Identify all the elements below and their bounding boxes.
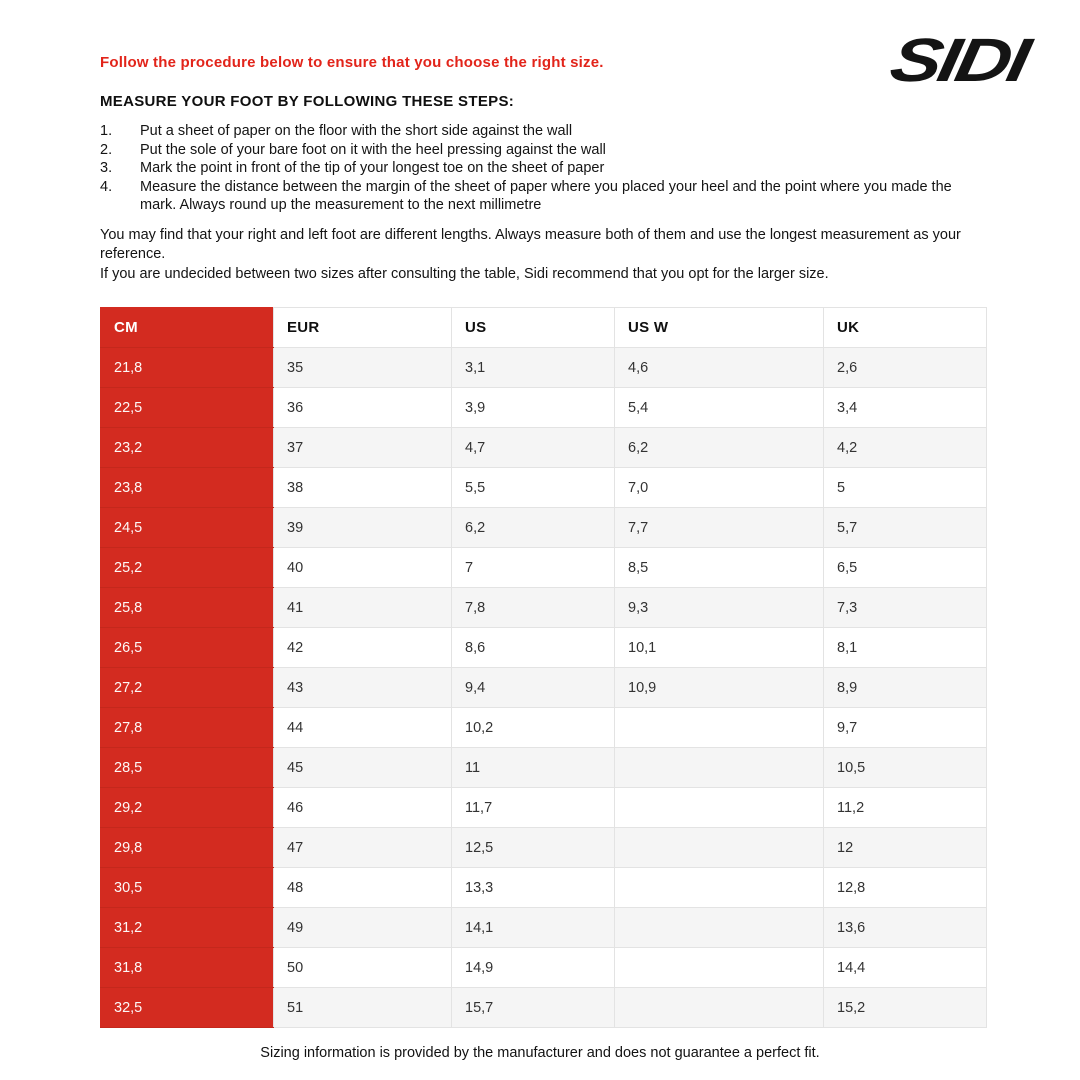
size-cell: 49 — [274, 908, 452, 948]
size-table-body — [101, 348, 987, 1028]
size-cell: 12 — [824, 828, 987, 868]
size-cell: 5,5 — [452, 468, 615, 508]
size-cell: 4,6 — [615, 348, 824, 388]
size-cell: 48 — [274, 868, 452, 908]
steps-list — [100, 122, 984, 215]
size-cell: 3,4 — [824, 388, 987, 428]
step-item-2 — [100, 141, 984, 160]
step-text: Put the sole of your bare foot on it with the heel pressing against the wall — [140, 141, 606, 158]
size-cell: 7,8 — [452, 588, 615, 628]
size-cell: 10,1 — [615, 628, 824, 668]
size-conversion-table — [100, 307, 987, 1028]
size-cell: 3,9 — [452, 388, 615, 428]
table-row — [101, 988, 987, 1028]
size-cell: 9,7 — [824, 708, 987, 748]
table-row — [101, 508, 987, 548]
size-cell: 42 — [274, 628, 452, 668]
size-cell: 43 — [274, 668, 452, 708]
cm-cell: 26,5 — [101, 628, 274, 668]
measurement-notes — [100, 226, 988, 284]
size-cell: 14,1 — [452, 908, 615, 948]
col-header-usw: US W — [615, 308, 824, 348]
size-cell — [615, 828, 824, 868]
table-header-row — [101, 308, 987, 348]
cm-cell: 23,2 — [101, 428, 274, 468]
cm-cell: 29,2 — [101, 788, 274, 828]
table-row — [101, 708, 987, 748]
table-row — [101, 388, 987, 428]
size-cell: 35 — [274, 348, 452, 388]
cm-cell: 30,5 — [101, 868, 274, 908]
size-cell: 46 — [274, 788, 452, 828]
size-cell: 7 — [452, 548, 615, 588]
cm-cell: 22,5 — [101, 388, 274, 428]
size-cell: 37 — [274, 428, 452, 468]
size-cell: 36 — [274, 388, 452, 428]
size-cell: 5,4 — [615, 388, 824, 428]
col-header-cm: CM — [101, 308, 274, 348]
size-cell: 13,6 — [824, 908, 987, 948]
size-cell: 8,6 — [452, 628, 615, 668]
col-header-uk: UK — [824, 308, 987, 348]
sidi-logo — [885, 25, 1033, 95]
step-number: 3. — [100, 160, 113, 177]
sidi-logo-text: SIDI — [885, 25, 1033, 95]
table-row — [101, 548, 987, 588]
step-text: Mark the point in front of the tip of your longest toe on the sheet of paper — [140, 160, 605, 177]
size-cell: 12,8 — [824, 868, 987, 908]
table-row — [101, 828, 987, 868]
note-choose-larger-size: If you are undecided between two sizes after consulting the table, Sidi recommend that you opt for the larger size. — [100, 265, 829, 282]
cm-cell: 32,5 — [101, 988, 274, 1028]
size-cell: 41 — [274, 588, 452, 628]
steps-heading: MEASURE YOUR FOOT BY FOLLOWING THESE STEPS: — [100, 93, 515, 110]
size-cell: 6,2 — [615, 428, 824, 468]
size-cell: 47 — [274, 828, 452, 868]
table-row — [101, 428, 987, 468]
size-cell: 4,2 — [824, 428, 987, 468]
size-cell: 7,3 — [824, 588, 987, 628]
note-measure-both-feet: You may find that your right and left foot are different lengths. Always measure both of them and use the longest measurement as your reference. — [100, 227, 961, 263]
size-cell: 7,7 — [615, 508, 824, 548]
size-cell — [615, 748, 824, 788]
size-cell: 6,2 — [452, 508, 615, 548]
table-row — [101, 868, 987, 908]
cm-cell: 28,5 — [101, 748, 274, 788]
step-text: Put a sheet of paper on the floor with the short side against the wall — [140, 123, 573, 139]
step-item-4 — [100, 178, 984, 215]
table-row — [101, 468, 987, 508]
step-number: 1. — [100, 123, 113, 139]
step-number: 4. — [100, 178, 113, 195]
size-cell: 14,4 — [824, 948, 987, 988]
cm-cell: 25,8 — [101, 588, 274, 628]
size-cell: 38 — [274, 468, 452, 508]
size-cell: 44 — [274, 708, 452, 748]
col-header-eur: EUR — [274, 308, 452, 348]
size-cell: 45 — [274, 748, 452, 788]
step-item-3 — [100, 159, 984, 178]
size-cell: 9,3 — [615, 588, 824, 628]
size-cell: 13,3 — [452, 868, 615, 908]
cm-cell: 27,8 — [101, 708, 274, 748]
size-cell: 10,5 — [824, 748, 987, 788]
size-cell — [615, 868, 824, 908]
size-cell — [615, 708, 824, 748]
size-cell: 14,9 — [452, 948, 615, 988]
size-cell: 8,1 — [824, 628, 987, 668]
size-cell: 8,5 — [615, 548, 824, 588]
table-row — [101, 588, 987, 628]
footer-disclaimer: Sizing information is provided by the manufacturer and does not guarantee a perfect fit. — [260, 1045, 820, 1061]
size-cell: 39 — [274, 508, 452, 548]
size-cell: 11,7 — [452, 788, 615, 828]
size-cell: 4,7 — [452, 428, 615, 468]
size-cell: 2,6 — [824, 348, 987, 388]
size-cell: 8,9 — [824, 668, 987, 708]
cm-cell: 29,8 — [101, 828, 274, 868]
cm-cell: 23,8 — [101, 468, 274, 508]
table-row — [101, 748, 987, 788]
size-cell: 6,5 — [824, 548, 987, 588]
table-row — [101, 668, 987, 708]
size-cell: 11 — [452, 748, 615, 788]
table-row — [101, 908, 987, 948]
size-cell — [615, 948, 824, 988]
step-text: Measure the distance between the margin of the sheet of paper where you placed your heel and the point where you made the mark. Always round up the measurement to the next millimetre — [140, 178, 952, 214]
size-cell: 3,1 — [452, 348, 615, 388]
size-cell: 11,2 — [824, 788, 987, 828]
size-cell: 10,9 — [615, 668, 824, 708]
col-header-us: US — [452, 308, 615, 348]
cm-cell: 31,8 — [101, 948, 274, 988]
intro-red-text: Follow the procedure below to ensure that you choose the right size. — [100, 54, 604, 71]
size-cell — [615, 908, 824, 948]
step-item-1 — [100, 122, 984, 141]
table-row — [101, 948, 987, 988]
size-cell — [615, 988, 824, 1028]
cm-cell: 24,5 — [101, 508, 274, 548]
size-cell: 7,0 — [615, 468, 824, 508]
cm-cell: 31,2 — [101, 908, 274, 948]
cm-cell: 21,8 — [101, 348, 274, 388]
size-cell: 51 — [274, 988, 452, 1028]
table-row — [101, 348, 987, 388]
cm-cell: 25,2 — [101, 548, 274, 588]
step-number: 2. — [100, 141, 113, 158]
size-cell: 5 — [824, 468, 987, 508]
table-row — [101, 788, 987, 828]
size-cell: 12,5 — [452, 828, 615, 868]
size-cell: 15,2 — [824, 988, 987, 1028]
size-cell: 9,4 — [452, 668, 615, 708]
table-row — [101, 628, 987, 668]
cm-cell: 27,2 — [101, 668, 274, 708]
size-cell — [615, 788, 824, 828]
size-cell: 50 — [274, 948, 452, 988]
size-cell: 10,2 — [452, 708, 615, 748]
size-cell: 40 — [274, 548, 452, 588]
size-cell: 15,7 — [452, 988, 615, 1028]
size-cell: 5,7 — [824, 508, 987, 548]
